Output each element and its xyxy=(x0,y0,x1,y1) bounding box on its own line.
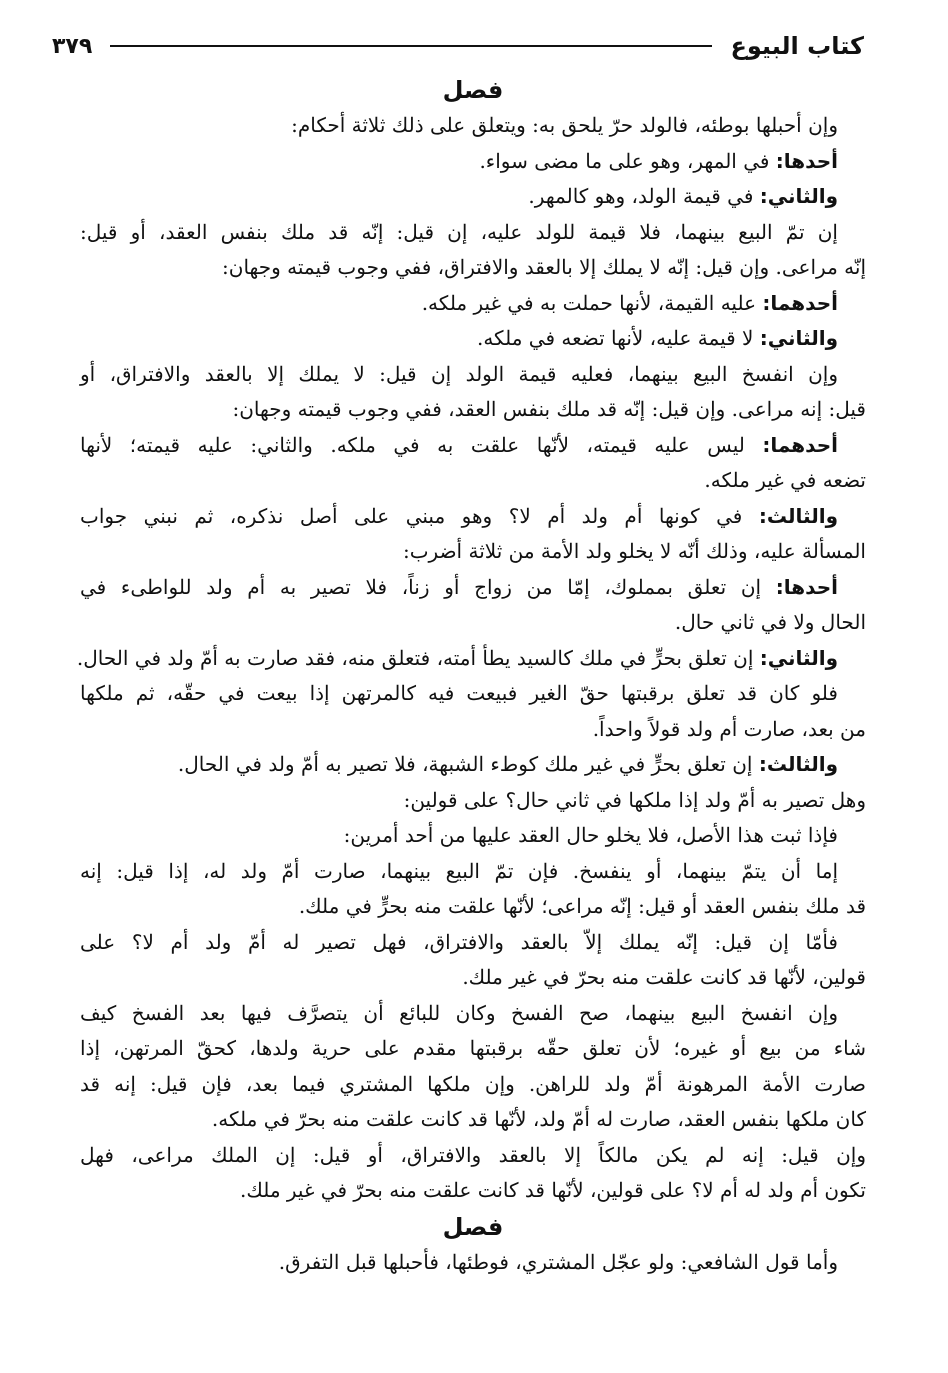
text-line xyxy=(80,889,866,925)
text-line xyxy=(80,960,866,996)
line-text: قيل: إنه مراعى. وإن قيل: إنّه قد ملك بنفس العقد، ففي وجوب قيمته وجهان: xyxy=(232,397,866,421)
line-text: المسألة عليه، وذلك أنّه لا يخلو ولد الأمة من ثلاثة أضرب: xyxy=(402,539,866,563)
text-line xyxy=(80,463,866,499)
line-text: وإن انفسخ البيع بينهما، صح الفسخ وكان للبائع أن يتصرَّف فيها بعد الفسخ كيف xyxy=(80,1000,838,1025)
text-line xyxy=(80,1138,866,1174)
text-line xyxy=(80,1245,866,1281)
text-line xyxy=(80,1067,866,1103)
text-line xyxy=(76,641,866,677)
text-line xyxy=(80,783,866,819)
text-line xyxy=(80,108,866,144)
line-text: في المهر، وهو على ما مضى سواء. xyxy=(479,148,776,173)
line-text: وإن انفسخ البيع بينهما، فعليه قيمة الولد إن قيل: لا يملك إلا بالعقد والافتراق، أو xyxy=(80,361,838,386)
text-line xyxy=(80,215,866,251)
lead-term: والثاني: xyxy=(759,326,838,350)
lead-term: أحدها: xyxy=(775,574,838,599)
line-text: فلو كان قد تعلق برقبتها حقّ الغير فبيعت فيه كالمرتهن إذا بيعت في حقّه، ثم ملكها xyxy=(80,681,838,705)
text-line xyxy=(80,747,866,783)
line-text: فإذا ثبت هذا الأصل، فلا يخلو حال العقد عليها من أحد أمرين: xyxy=(343,823,838,847)
line-text: كان ملكها بنفس العقد، صارت له أمّ ولد، لأنّها قد كانت علقت منه بحرّ في ملكه. xyxy=(211,1107,866,1131)
text-line xyxy=(80,357,866,393)
line-text: وإن قيل: إنه لم يكن مالكاً إلا بالعقد والافتراق، أو قيل: إن الملك مراعى، فهل xyxy=(80,1142,866,1167)
line-text: شاء من بيع أو غيره؛ لأن تعلق حقّه برقبتها مقدم على حرية ولدها، كحقّ المرتهن، إذا xyxy=(80,1036,866,1060)
line-text: إن تعلق بحرٍّ في غير ملك كوطء الشبهة، فلا تصير به أمّ ولد في الحال. xyxy=(177,752,759,776)
page-header xyxy=(52,26,864,66)
text-line xyxy=(80,499,866,535)
line-text: وهل تصير به أمّ ولد إذا ملكها في ثاني حال؟ على قولين: xyxy=(403,787,866,812)
line-text: تضعه في غير ملكه. xyxy=(704,468,866,492)
text-line xyxy=(80,1031,866,1067)
page-number: ٣٧٩ xyxy=(52,33,93,59)
line-text: تكون أم ولد له أم لا؟ على قولين، لأنّها قد كانت علقت منه بحرّ في غير ملك. xyxy=(239,1178,866,1202)
text-line xyxy=(80,286,866,322)
text-line xyxy=(80,392,866,428)
text-line xyxy=(80,144,866,180)
section-heading: فصل xyxy=(442,1212,504,1241)
lead-term: أحدهما: xyxy=(762,290,838,315)
section-2-text xyxy=(80,1245,866,1281)
text-line xyxy=(80,179,866,215)
line-text: في كونها أم ولد أم لا؟ وهو مبني على أصل نذكره، ثم نبني جواب xyxy=(80,503,759,528)
section-1-text xyxy=(76,108,866,1209)
line-text: لا قيمة عليه، لأنها تضعه في ملكه. xyxy=(476,326,760,350)
line-text: صارت الأمة المرهونة أمّ ولد للراهن. وإن ملكها المشتري فيما بعد، فإن قيل: إنه قد xyxy=(80,1071,866,1096)
lead-term: والثالث: xyxy=(758,752,838,776)
section-heading: فصل xyxy=(442,76,504,104)
line-text: قد ملك بنفس العقد أو قيل: إنّه مراعى؛ لأنّها علقت منه بحرٍّ في ملك. xyxy=(298,894,866,918)
text-line xyxy=(80,605,866,641)
line-text: الحال ولا في ثاني حال. xyxy=(674,610,866,634)
line-text: عليه القيمة، لأنها حملت به في غير ملكه. xyxy=(421,290,763,315)
lead-term: أحدها: xyxy=(775,148,838,173)
text-line xyxy=(80,250,866,286)
line-text: إن تعلق بمملوك، إمّا من زواج أو زناً، فلا تصير به أم ولد للواطىء في xyxy=(80,574,776,599)
text-line xyxy=(80,854,866,890)
running-title: كتاب البيوع xyxy=(730,32,864,60)
line-text: إما أن يتمّ بينهما، أو ينفسخ. فإن تمّ البيع بينهما، صارت أمّ ولد له، إذا قيل: إنه xyxy=(80,858,838,883)
lead-term: أحدهما: xyxy=(762,432,838,457)
text-line xyxy=(80,996,866,1032)
line-text: وإن أحبلها بوطئه، فالولد حرّ يلحق به: ويتعلق على ذلك ثلاثة أحكام: xyxy=(291,113,838,137)
header-rule xyxy=(110,45,712,47)
text-line xyxy=(80,676,866,712)
line-text: في قيمة الولد، وهو كالمهر. xyxy=(528,184,760,208)
text-line xyxy=(80,925,866,961)
lead-term: والثالث: xyxy=(758,503,838,528)
lead-term: والثاني: xyxy=(759,645,838,670)
lead-term: والثاني: xyxy=(759,184,838,208)
text-line xyxy=(80,570,866,606)
page-body xyxy=(76,74,866,1280)
line-text: ليس عليه قيمته، لأنّها علقت به في ملكه. والثاني: عليه قيمته؛ لأنها xyxy=(80,432,763,457)
line-text: إن تمّ البيع بينهما، فلا قيمة للولد عليه، إن قيل: إنّه قد ملك بنفس العقد، أو قيل: xyxy=(80,219,838,244)
text-line xyxy=(80,712,866,748)
line-text: من بعد، صارت أم ولد قولاً واحداً. xyxy=(592,716,866,741)
text-line xyxy=(80,1102,866,1138)
line-text: قولين، لأنّها قد كانت علقت منه بحرّ في غير ملك. xyxy=(462,965,866,989)
text-line xyxy=(80,818,866,854)
text-line xyxy=(80,428,866,464)
text-line xyxy=(80,1173,866,1209)
line-text: وأما قول الشافعي: ولو عجّل المشتري، فوطئها، فأحبلها قبل التفرق. xyxy=(278,1249,838,1274)
text-line xyxy=(80,534,866,570)
line-text: إنّه مراعى. وإن قيل: إنّه لا يملك إلا بالعقد والافتراق، ففي وجوب قيمته وجهان: xyxy=(222,255,866,279)
line-text: إن تعلق بحرٍّ في ملك كالسيد يطأ أمته، فتعلق منه، فقد صارت به أمّ ولد في الحال. xyxy=(76,645,760,670)
line-text: فأمّا إن قيل: إنّه يملك إلاّ بالعقد والافتراق، فهل تصير له أمّ ولد أم لا؟ على xyxy=(80,929,838,954)
text-line xyxy=(80,321,866,357)
